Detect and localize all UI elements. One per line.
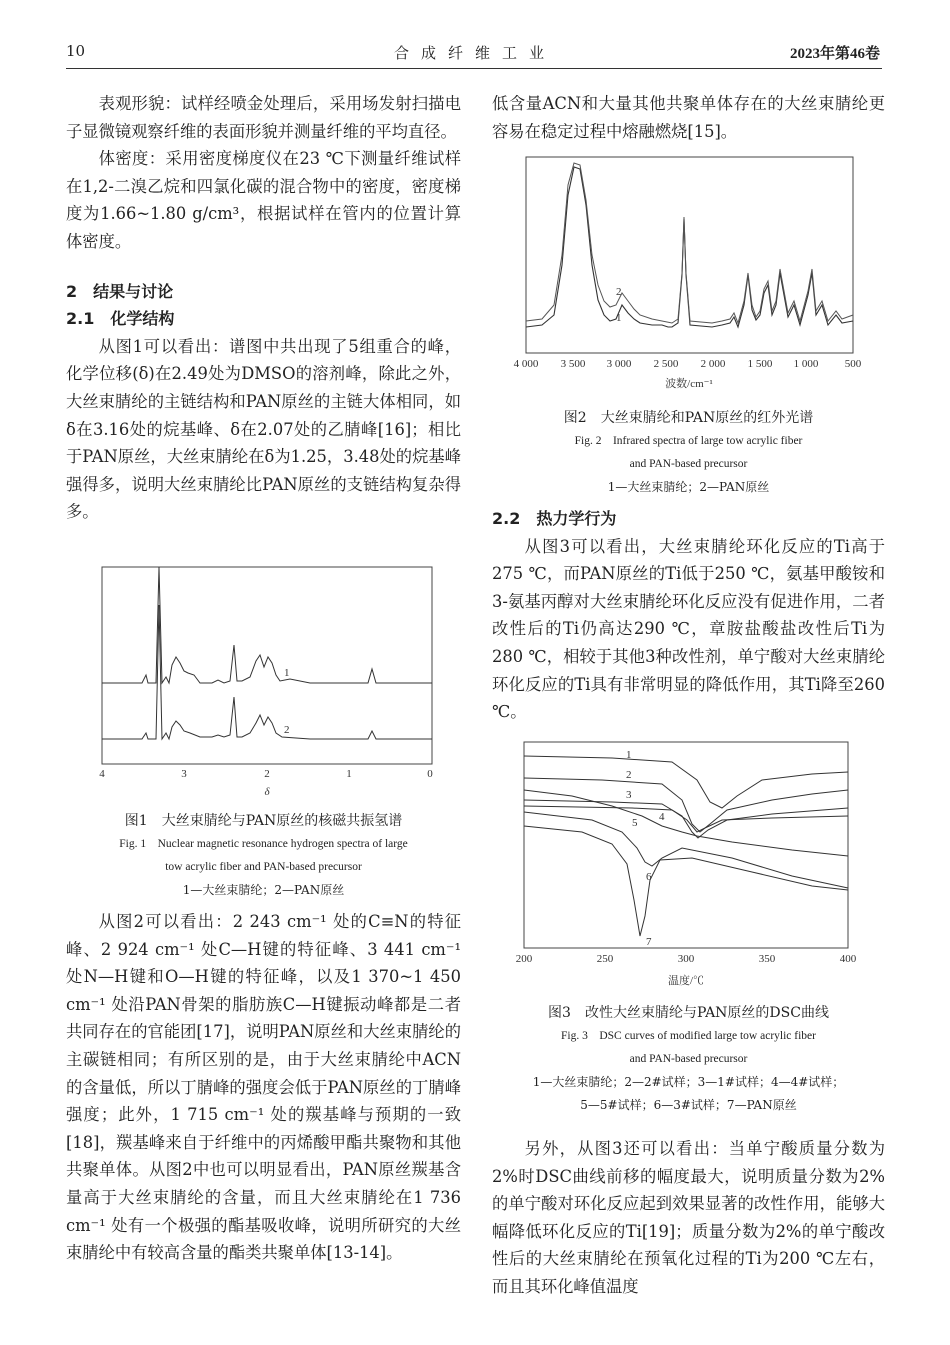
right-column-top — [492, 90, 885, 145]
nmr-tick: 2 — [264, 768, 270, 780]
nmr-label-2: 2 — [284, 724, 290, 736]
paragraph-ir: 从图2可以看出：2 243 cm⁻¹ 处的C≡N的特征峰、2 924 cm⁻¹ 处C—H键的特征峰、3 441 cm⁻¹ 处N—H键和O—H键的特征峰，以及1 370~1 450 cm⁻¹ 处沿PAN骨架的脂肪族C—H键振动峰都是二者共同存在的官能团[17]，说明PAN原丝和大丝束腈纶的主碳链相同；有所区别的是，由于大丝束腈纶中ACN的含量低，所以丁腈峰的强度会低于PAN原丝的丁腈峰强度；此外，1 715 cm⁻¹ 处的羰基峰与预期的一致[18]，羰基峰来自于纤维中的丙烯酸甲酯共聚物和其他共聚单体。从图2中也可以明显看出，PAN原丝羰基含量高于大丝束腈纶的含量，而且大丝束腈纶在1 736 cm⁻¹ 处有一个极强的酯基吸收峰，说明所研究的大丝束腈纶中有较高含量的酯类共聚单体[13-14]。 — [66, 912, 461, 1263]
nmr-label-1: 1 — [284, 667, 290, 679]
nmr-tick: 0 — [427, 768, 433, 780]
nmr-tick: 4 — [99, 768, 105, 780]
header-rule — [66, 68, 882, 69]
section-2-heading: 2 结果与讨论 — [66, 281, 174, 301]
fig3-caption-en2: and PAN-based precursor — [629, 1053, 748, 1065]
nmr-chart — [90, 565, 445, 800]
fig2-caption-en2: and PAN-based precursor — [629, 458, 748, 470]
paragraph-density: 体密度：采用密度梯度仪在23 ℃下测量纤维试样在1,2-二溴乙烷和四氯化碳的混合物中的密度，密度梯度为1.66~1.80 g/cm³，根据试样在管内的位置计算体密度。 — [66, 149, 461, 251]
dsc-curve-2 — [524, 778, 848, 832]
fig2-caption-en1: Fig. 2 Infrared spectra of large tow acrylic fiber — [574, 435, 803, 447]
paragraph-thermal: 从图3可以看出，大丝束腈纶环化反应的Ti高于275 ℃，而PAN原丝的Ti低于250 ℃，氨基甲酸铵和3-氨基丙醇对大丝束腈纶环化反应没有促进作用，二者改性后的Ti仍高达290 ℃，章胺盐酸盐改性后Ti为280 ℃，相较于其他3种改性剂，单宁酸对大丝束腈纶环化反应的Ti具有非常明显的降低作用，其Ti降至260 ℃。 — [492, 536, 885, 722]
ir-tick: 500 — [844, 358, 862, 370]
section-2-1-heading: 2.1 化学结构 — [66, 309, 175, 329]
dsc-curve-7 — [524, 826, 848, 936]
ir-label-1: 1 — [616, 312, 622, 324]
page-number: 10 — [66, 42, 86, 60]
paragraph-continued: 低含量ACN和大量其他共聚单体存在的大丝束腈纶更容易在稳定过程中熔融燃烧[15]。 — [492, 94, 885, 141]
issue-label: 2023年第46卷 — [789, 46, 880, 62]
dsc-label-4: 4 — [659, 811, 665, 823]
paragraph-nmr: 从图1可以看出：谱图中共出现了5组重合的峰，化学位移(δ)在2.49处为DMSO的溶剂峰，除此之外，大丝束腈纶的主链结构和PAN原丝的主链大体相同，如δ在3.16处的烷基峰、δ在2.07处的乙腈峰[16]；相比于PAN原丝，大丝束腈纶在δ为1.25，3.48处的烷基峰强得多，说明大丝束腈纶比PAN原丝的支链结构复杂得多。 — [66, 336, 461, 522]
figure-2-caption — [492, 407, 885, 499]
ir-xlabel: 波数/cm⁻¹ — [665, 378, 713, 390]
ir-curve-1 — [526, 167, 853, 327]
paragraph-appearance: 表观形貌：试样经喷金处理后，采用场发射扫描电子显微镜观察纤维的表面形貌并测量纤维的平均直径。 — [66, 94, 461, 141]
figure-3 — [512, 740, 867, 992]
fig1-caption-en1: Fig. 1 Nuclear magnetic resonance hydrogen spectra of large — [119, 838, 408, 850]
right-column-middle — [492, 505, 885, 726]
dsc-tick: 300 — [677, 953, 695, 965]
ir-tick: 3 000 — [606, 358, 632, 370]
figure-1 — [90, 565, 445, 800]
fig3-caption-en1: Fig. 3 DSC curves of modified large tow acrylic fiber — [561, 1030, 816, 1042]
fig1-caption-cn: 图1 大丝束腈纶与PAN原丝的核磁共振氢谱 — [124, 813, 403, 829]
fig2-caption-cn: 图2 大丝束腈纶和PAN原丝的红外光谱 — [563, 410, 814, 426]
fig2-legend: 1—大丝束腈纶；2—PAN原丝 — [607, 480, 770, 494]
left-column-top — [66, 90, 461, 526]
ir-tick: 1 500 — [747, 358, 773, 370]
paragraph-dsc: 另外，从图3还可以看出：当单宁酸质量分数为2%时DSC曲线前移的幅度最大，说明质量分数为2%的单宁酸对环化反应起到效果显著的改性作用，能够大幅降低环化反应的Ti[19]；质量分数为2%的单宁酸改性后的大丝束腈纶在预氧化过程的Ti为200 ℃左右，而且其环化峰值温度 — [492, 1139, 885, 1296]
dsc-tick: 250 — [596, 953, 614, 965]
ir-tick: 1 000 — [793, 358, 819, 370]
dsc-curve-6 — [524, 812, 848, 888]
dsc-label-6: 6 — [646, 871, 652, 883]
fig3-caption-cn: 图3 改性大丝束腈纶与PAN原丝的DSC曲线 — [548, 1005, 829, 1021]
nmr-tick: 3 — [181, 768, 187, 780]
ir-tick: 4 000 — [513, 358, 539, 370]
fig1-legend: 1—大丝束腈纶；2—PAN原丝 — [182, 883, 345, 897]
ir-tick: 3 500 — [560, 358, 586, 370]
ir-curve-2 — [526, 163, 853, 323]
nmr-curve-1 — [102, 567, 432, 683]
ir-chart — [512, 155, 867, 400]
figure-3-caption — [492, 1002, 885, 1117]
figure-1-caption — [66, 810, 461, 902]
dsc-label-3: 3 — [626, 789, 632, 801]
dsc-tick: 350 — [758, 953, 776, 965]
ir-tick: 2 000 — [700, 358, 726, 370]
dsc-tick: 400 — [839, 953, 857, 965]
dsc-curve-1 — [524, 756, 848, 808]
dsc-label-5: 5 — [632, 817, 638, 829]
nmr-frame — [102, 567, 432, 764]
section-2-2-heading: 2.2 热力学行为 — [492, 509, 617, 528]
nmr-tick: 1 — [346, 768, 352, 780]
nmr-xlabel: δ — [264, 786, 270, 798]
fig3-legend-1: 1—大丝束腈纶；2—2#试样；3—1#试样；4—4#试样； — [532, 1075, 845, 1089]
ir-label-2: 2 — [616, 286, 622, 298]
left-column-bottom — [66, 908, 461, 1267]
dsc-xlabel: 温度/℃ — [667, 975, 705, 987]
right-column-bottom — [492, 1135, 885, 1301]
dsc-tick: 200 — [515, 953, 533, 965]
dsc-label-7: 7 — [646, 936, 652, 948]
journal-title: 合成纤维工业 — [393, 44, 556, 62]
dsc-label-2: 2 — [626, 769, 632, 781]
fig3-legend-2: 5—5#试样；6—3#试样；7—PAN原丝 — [580, 1098, 797, 1112]
dsc-label-1: 1 — [626, 749, 632, 761]
nmr-curve-2 — [102, 605, 432, 739]
dsc-chart — [512, 740, 867, 992]
figure-2 — [512, 155, 867, 400]
ir-tick: 2 500 — [653, 358, 679, 370]
fig1-caption-en2: tow acrylic fiber and PAN-based precursor — [165, 861, 362, 873]
